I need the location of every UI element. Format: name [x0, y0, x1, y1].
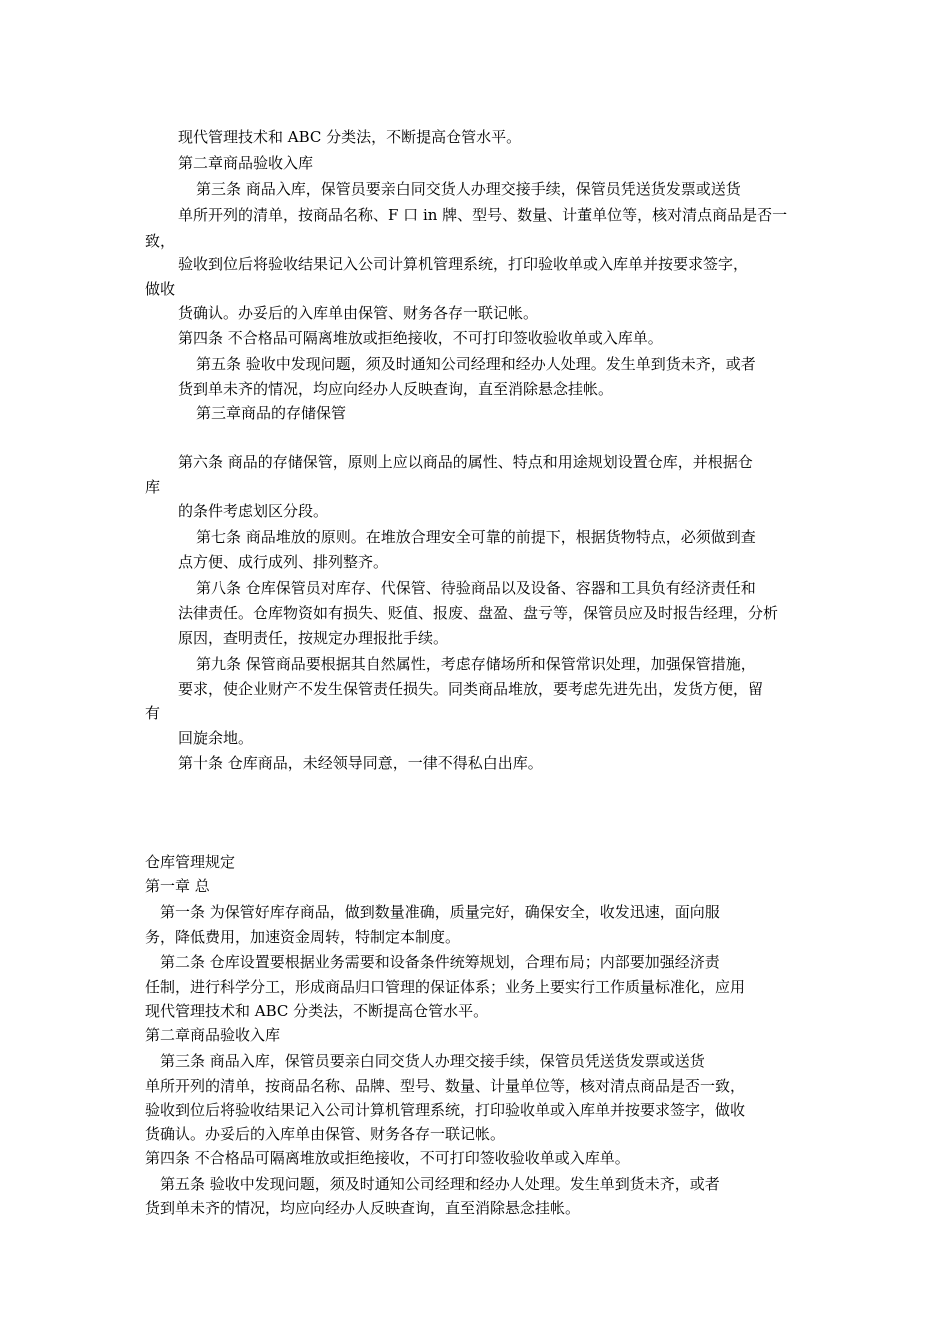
p2-article-5-line-2: 货到单未齐的情况，均应向经办人反映查询，直至消除悬念挂帐。 — [145, 1199, 581, 1217]
p1-article-5-line-2: 货到单未齐的情况，均应向经办人反映查询，直至消除悬念挂帐。 — [178, 380, 614, 398]
p2-article-2-line-1: 第二条 仓库设置要根据业务需要和设备条件统筹规划，合理布局；内部要加强经济责 — [160, 953, 720, 971]
p1-article-3-line-2: 单所开列的清单，按商品名称、F 口 in 牌、型号、数量、计董单位等，核对清点商品是否一 — [178, 206, 788, 224]
p1-chapter-3-heading: 第三章商品的存储保管 — [196, 404, 347, 422]
p2-article-2-line-3: 现代管理技术和 ABC 分类法，不断提高仓管水平。 — [145, 1002, 489, 1020]
p2-chapter-1-heading: 第一章 总 — [145, 877, 210, 895]
p1-article-6-line-1: 第六条 商品的存储保管，原则上应以商品的属性、特点和用途规划设置仓库，并根据仓 — [178, 453, 753, 471]
p2-article-1-line-1: 第一条 为保管好库存商品，做到数量准确，质量完好，确保安全，收发迅速，面向服 — [160, 903, 720, 921]
p1-article-3-line-5: 做收 — [145, 280, 176, 298]
p2-article-3-line-2: 单所开列的清单，按商品名称、品牌、型号、数量、计量单位等，核对清点商品是否一致， — [145, 1077, 746, 1095]
p1-article-10: 第十条 仓库商品，未经领导同意，一律不得私白出库。 — [178, 754, 543, 772]
p1-article-4: 第四条 不合格品可隔离堆放或拒绝接收，不可打印签收验收单或入库单。 — [178, 329, 663, 347]
p2-article-3-line-3: 验收到位后将验收结果记入公司计算机管理系统，打印验收单或入库单并按要求签字，做收 — [145, 1101, 746, 1119]
p1-article-3-line-4: 验收到位后将验收结果记入公司计算机管理系统，打印验收单或入库单并按要求签字， — [178, 255, 749, 273]
p2-article-4: 第四条 不合格品可隔离堆放或拒绝接收，不可打印签收验收单或入库单。 — [145, 1149, 630, 1167]
p1-article-9-line-4: 回旋余地。 — [178, 729, 254, 747]
p1-article-7-line-2: 点方便、成行成列、排列整齐。 — [178, 553, 389, 571]
p1-article-8-line-2: 法律责任。仓库物资如有损失、贬值、报废、盘盈、盘亏等，保管员应及时报告经理，分析 — [178, 604, 779, 622]
p1-article-6-line-3: 的条件考虑划区分段。 — [178, 502, 329, 520]
p2-chapter-2-heading: 第二章商品验收入库 — [145, 1026, 281, 1044]
p1-article-3-line-1: 第三条 商品入库，保管员要亲白同交货人办理交接手续，保管员凭送货发票或送货 — [196, 180, 741, 198]
p1-line-1: 现代管理技术和 ABC 分类法，不断提高仓管水平。 — [178, 128, 522, 146]
p2-article-5-line-1: 第五条 验收中发现问题，须及时通知公司经理和经办人处理。发生单到货未齐，或者 — [160, 1175, 720, 1193]
p1-article-7-line-1: 第七条 商品堆放的原则。在堆放合理安全可靠的前提下，根据货物特点，必须做到查 — [196, 528, 756, 546]
p2-article-3-line-4: 货确认。办妥后的入库单由保管、财务各存一联记帐。 — [145, 1125, 506, 1143]
p2-article-2-line-2: 任制，进行科学分工，形成商品归口管理的保证体系；业务上要实行工作质量标准化，应用 — [145, 978, 746, 996]
p1-article-3-line-3: 致， — [145, 232, 176, 250]
p2-article-1-line-2: 务，降低费用，加速资金周转，特制定本制度。 — [145, 928, 461, 946]
p2-article-3-line-1: 第三条 商品入库，保管员要亲白同交货人办理交接手续，保管员凭送货发票或送货 — [160, 1052, 705, 1070]
p1-article-3-line-6: 货确认。办妥后的入库单由保管、财务各存一联记帐。 — [178, 304, 539, 322]
p2-title: 仓库管理规定 — [145, 853, 236, 871]
p1-article-9-line-3: 有 — [145, 704, 161, 722]
p1-article-9-line-1: 第九条 保管商品要根据其自然属性，考虑存储场所和保管常识处理，加强保管措施， — [196, 655, 756, 673]
p1-article-5-line-1: 第五条 验收中发现问题，须及时通知公司经理和经办人处理。发生单到货未齐，或者 — [196, 355, 756, 373]
p1-article-6-line-2: 库 — [145, 478, 161, 496]
p1-article-9-line-2: 要求，使企业财产不发生保管责任损失。同类商品堆放，要考虑先进先出，发货方便，留 — [178, 680, 764, 698]
p1-chapter-2-heading: 第二章商品验收入库 — [178, 154, 314, 172]
p1-article-8-line-3: 原因，查明责任，按规定办理报批手续。 — [178, 629, 449, 647]
p1-article-8-line-1: 第八条 仓库保管员对库存、代保管、待验商品以及设备、容器和工具负有经济责任和 — [196, 579, 756, 597]
